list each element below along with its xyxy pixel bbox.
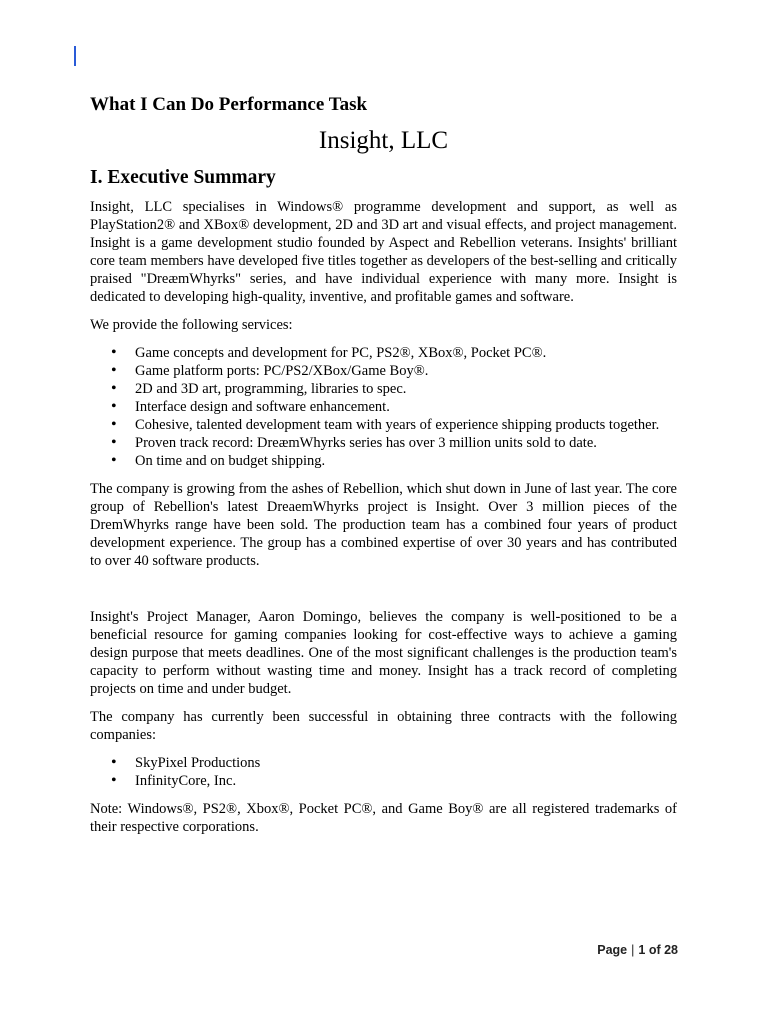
list-item: • Interface design and software enhancement. — [135, 398, 677, 416]
page-count: 1 of 28 — [638, 943, 678, 957]
text-cursor — [74, 46, 76, 66]
footer-separator: | — [631, 943, 635, 957]
list-item: • SkyPixel Productions — [135, 754, 677, 772]
list-item: • Game concepts and development for PC, PS2®, XBox®, Pocket PC®. — [135, 344, 677, 362]
company-title: Insight, LLC — [318, 127, 449, 154]
paragraph-manager: Insight's Project Manager, Aaron Domingo, believes the company is well-positioned to be a beneficial resource for gaming companies looking for cost-effective ways to achieve a gaming design purpose that meets deadlines. One of the most significant challenges is the production team's capacity to perform without wasting time and money. Insight has a track record of completing projects on time and under budget. — [90, 609, 677, 697]
services-intro: We provide the following services: — [90, 317, 293, 333]
list-item: • Proven track record: DreæmWhyrks series has over 3 million units sold to date. — [135, 434, 677, 452]
contracts-list — [90, 754, 677, 790]
page-label: Page — [597, 943, 628, 957]
list-item: • Game platform ports: PC/PS2/XBox/Game Boy®. — [135, 362, 677, 380]
trademark-note: Note: Windows®, PS2®, Xbox®, Pocket PC®, and Game Boy® are all registered trademarks of their respective corporations. — [90, 801, 677, 835]
services-list — [90, 344, 677, 470]
list-item: • On time and on budget shipping. — [135, 452, 677, 470]
document-body[interactable] — [90, 93, 677, 846]
section-heading: I. Executive Summary — [90, 167, 276, 188]
page-number-footer — [597, 943, 678, 957]
list-item: • Cohesive, talented development team with years of experience shipping products together. — [135, 416, 677, 434]
list-item: • InfinityCore, Inc. — [135, 772, 677, 790]
paragraph-intro: Insight, LLC specialises in Windows® programme development and support, as well as PlayStation2® and XBox® development, 2D and 3D art and visual effects, and project management. Insight is a game development studio founded by Aspect and Rebellion veterans. Insights' brilliant core team members have developed five titles together as developers of the best-selling and critically praised "DreæmWhyrks" series, and have individual experience with many more. Insight is dedicated to developing high-quality, inventive, and profitable games and software. — [90, 199, 677, 305]
paragraph-history: The company is growing from the ashes of Rebellion, which shut down in June of last year. The core group of Rebellion's latest DreaemWhyrks project is Insight. Over 3 million pieces of the DremWhyrks range have been sold. The production team has a combined four years of product development experience. The group has a combined expertise of over 30 years and has contributed to over 40 software products. — [90, 481, 677, 569]
task-title: What I Can Do Performance Task — [90, 94, 368, 115]
list-item: • 2D and 3D art, programming, libraries to spec. — [135, 380, 677, 398]
blank-line — [90, 580, 677, 608]
paragraph-contracts: The company has currently been successful in obtaining three contracts with the following companies: — [90, 709, 677, 743]
